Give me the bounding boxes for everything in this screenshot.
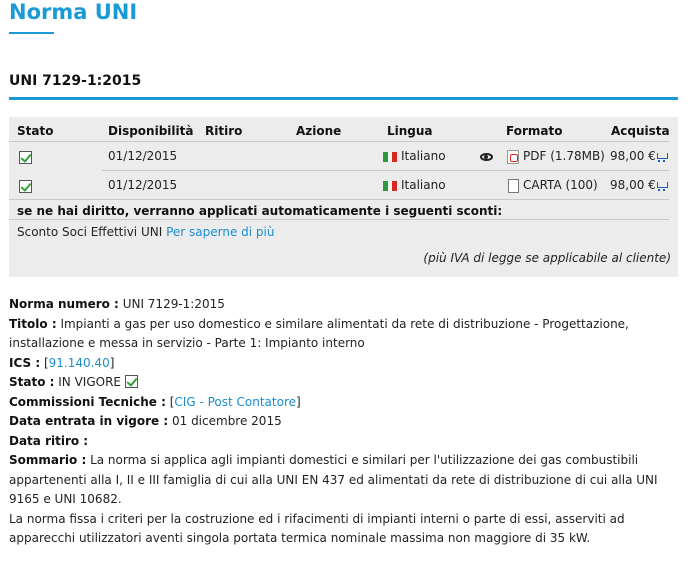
row-divider (102, 170, 669, 171)
standard-heading-rule (9, 97, 678, 100)
pdf-file-icon (507, 150, 519, 164)
add-to-cart-icon[interactable] (655, 152, 667, 163)
header-divider (9, 141, 669, 142)
detail-label: Titolo : (9, 316, 57, 331)
detail-value: UNI 7129-1:2015 (122, 297, 225, 311)
row-format: CARTA (100) (523, 178, 598, 192)
detail-numero (9, 295, 679, 315)
ics-link[interactable]: 91.140.40 (48, 355, 110, 370)
row-language: Italiano (401, 178, 446, 192)
row-price: 98,00 € (610, 149, 656, 163)
detail-label: Commissioni Tecniche : (9, 394, 166, 409)
detail-data-ritiro (9, 432, 679, 452)
status-active-icon (19, 151, 32, 164)
detail-label: Sommario : (9, 453, 87, 467)
detail-label: Stato : (9, 375, 55, 389)
status-active-icon (125, 375, 138, 388)
detail-value: La norma si applica agli impianti domestici e similari per l'utilizzazione dei gas combustibili appartenenti alla I, II e III famiglia di cui alla UNI EN 437 ed alimentati da rete di distribuzione di cui alla UNI 9165 e UNI 10682. (9, 453, 658, 506)
discount-line (17, 225, 275, 239)
detail-value: IN VIGORE (58, 375, 122, 389)
status-active-icon (19, 180, 32, 193)
page-title: Norma UNI (9, 0, 138, 24)
italian-flag-icon (383, 152, 397, 162)
col-header-stato: Stato (17, 124, 54, 138)
commission-link[interactable]: CIG - Post Contatore (174, 394, 297, 409)
italian-flag-icon (383, 181, 397, 191)
row-language: Italiano (401, 149, 446, 163)
detail-label: Data entrata in vigore : (9, 414, 169, 428)
discount-text: Sconto Soci Effettivi UNI (17, 225, 163, 239)
discount-heading: se ne hai diritto, verranno applicati automaticamente i seguenti sconti: (17, 204, 503, 218)
row-availability: 01/12/2015 (108, 149, 178, 163)
detail-titolo (9, 315, 679, 354)
vat-note: (più IVA di legge se applicabile al cliente) (423, 251, 671, 265)
row-price: 98,00 € (610, 178, 656, 192)
preview-eye-icon[interactable] (480, 153, 493, 161)
col-header-lingua: Lingua (387, 124, 433, 138)
purchase-panel (9, 117, 678, 277)
detail-value: 01 dicembre 2015 (171, 414, 282, 428)
detail-stato (9, 373, 679, 393)
row-format: PDF (1.78MB) (523, 149, 605, 163)
col-header-ritiro: Ritiro (205, 124, 243, 138)
discount-divider (9, 219, 669, 220)
detail-commissioni: Commissioni Tecniche : [CIG - Post Contatore] (9, 394, 301, 409)
standard-details (9, 295, 679, 549)
col-header-formato: Formato (506, 124, 563, 138)
detail-label: Norma numero : (9, 297, 119, 311)
add-to-cart-icon[interactable] (655, 181, 667, 192)
col-header-disponibilita: Disponibilità (108, 124, 194, 138)
col-header-acquista: Acquista (611, 124, 670, 138)
detail-label: ICS : (9, 355, 41, 370)
row-availability: 01/12/2015 (108, 178, 178, 192)
row-divider (9, 199, 669, 200)
detail-label: Data ritiro : (9, 433, 89, 448)
title-underline (9, 32, 54, 34)
col-header-azione: Azione (296, 124, 342, 138)
detail-value: Impianti a gas per uso domestico e similare alimentati da rete di distribuzione - Progettazione, installazione e messa in servizio - Parte 1: Impianto interno (9, 316, 629, 350)
detail-data-entrata (9, 412, 679, 432)
standard-code-heading: UNI 7129-1:2015 (9, 73, 142, 89)
detail-ics: ICS : [91.140.40] (9, 355, 115, 370)
discount-info-link[interactable]: Per saperne di più (166, 225, 275, 239)
detail-sommario-p2: La norma fissa i criteri per la costruzione ed i rifacimenti di impianti interni o parte di essi, asserviti ad apparecchi utilizzatori aventi singola portata termica nominale massima non maggiore di 35 kW. (9, 511, 625, 545)
detail-sommario (9, 451, 679, 510)
paper-document-icon (508, 179, 519, 193)
